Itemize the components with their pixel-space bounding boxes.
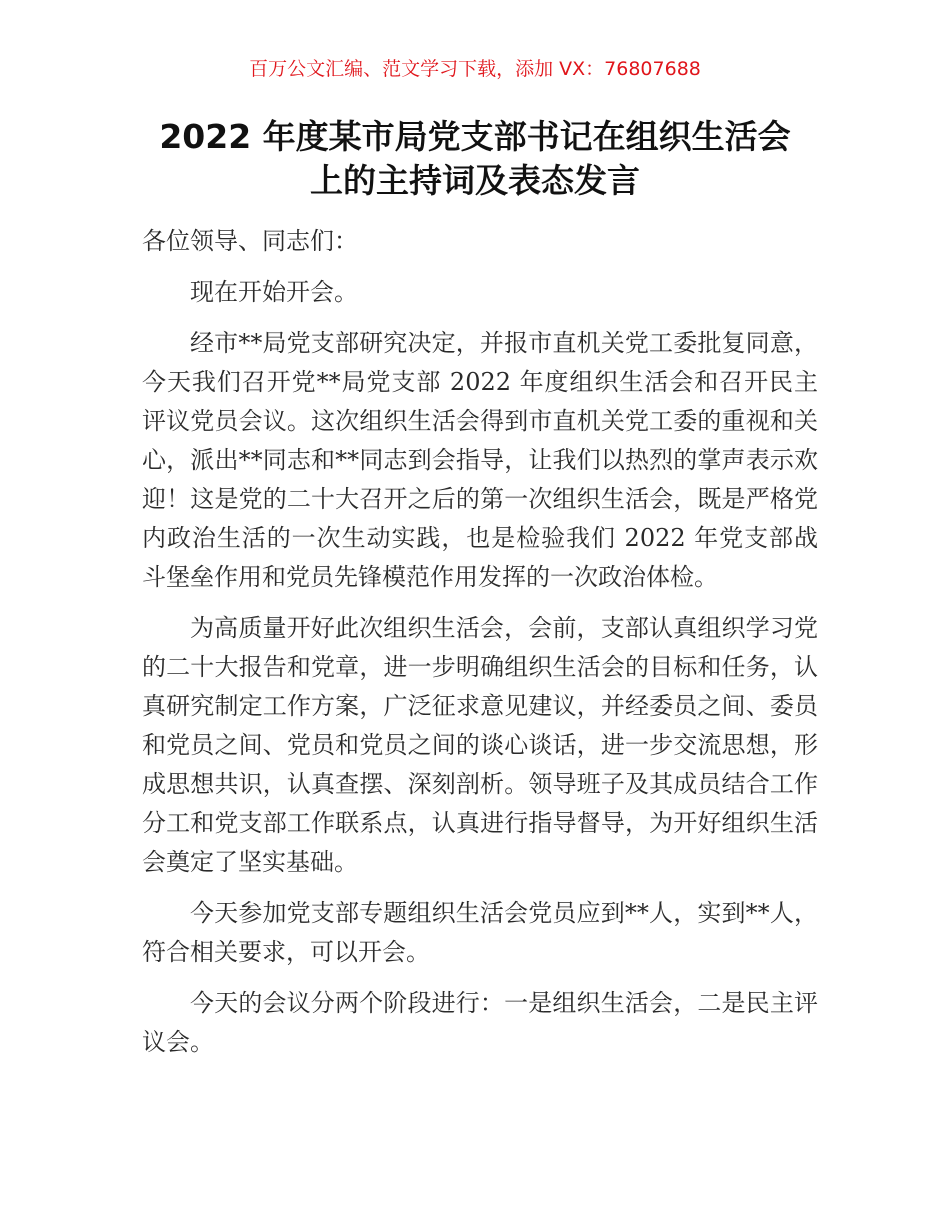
title-line-1: 2022 年度某市局党支部书记在组织生活会 <box>159 117 791 156</box>
salutation: 各位领导、同志们： <box>142 227 358 255</box>
paragraph-attendance: 今天参加党支部专题组织生活会党员应到**人，实到**人，符合相关要求，可以开会。 <box>142 899 818 966</box>
document-body <box>142 222 818 1074</box>
paragraph-agenda: 今天的会议分两个阶段进行：一是组织生活会，二是民主评议会。 <box>142 989 818 1056</box>
title-line-2: 上的主持词及表态发言 <box>310 161 640 200</box>
paragraph-opening: 现在开始开会。 <box>190 278 358 306</box>
paragraph-preparation: 为高质量开好此次组织生活会，会前，支部认真组织学习党的二十大报告和党章，进一步明确组织生活会的目标和任务，认真研究制定工作方案，广泛征求意见建议，并经委员之间、委员和党员之间、党员和党员之间的谈心谈话，进一步交流思想，形成思想共识，认真查摆、深刻剖析。领导班子及其成员结合工作分工和党支部工作联系点，认真进行指导督导，为开好组织生活会奠定了坚实基础。 <box>142 614 818 876</box>
watermark-banner: 百万公文汇编、范文学习下载，添加 VX：76807688 <box>249 58 701 80</box>
paragraph-background: 经市**局党支部研究决定，并报市直机关党工委批复同意，今天我们召开党**局党支部 2022 年度组织生活会和召开民主评议党员会议。这次组织生活会得到市直机关党工委的重视和关心，派出**同志和**同志到会指导，让我们以热烈的掌声表示欢迎！这是党的二十大召开之后的第一次组织生活会，既是严格党内政治生活的一次生动实践，也是检验我们 2022 年党支部战斗堡垒作用和党员先锋模范作用发挥的一次政治体检。 <box>142 329 818 591</box>
document-title <box>0 115 950 203</box>
